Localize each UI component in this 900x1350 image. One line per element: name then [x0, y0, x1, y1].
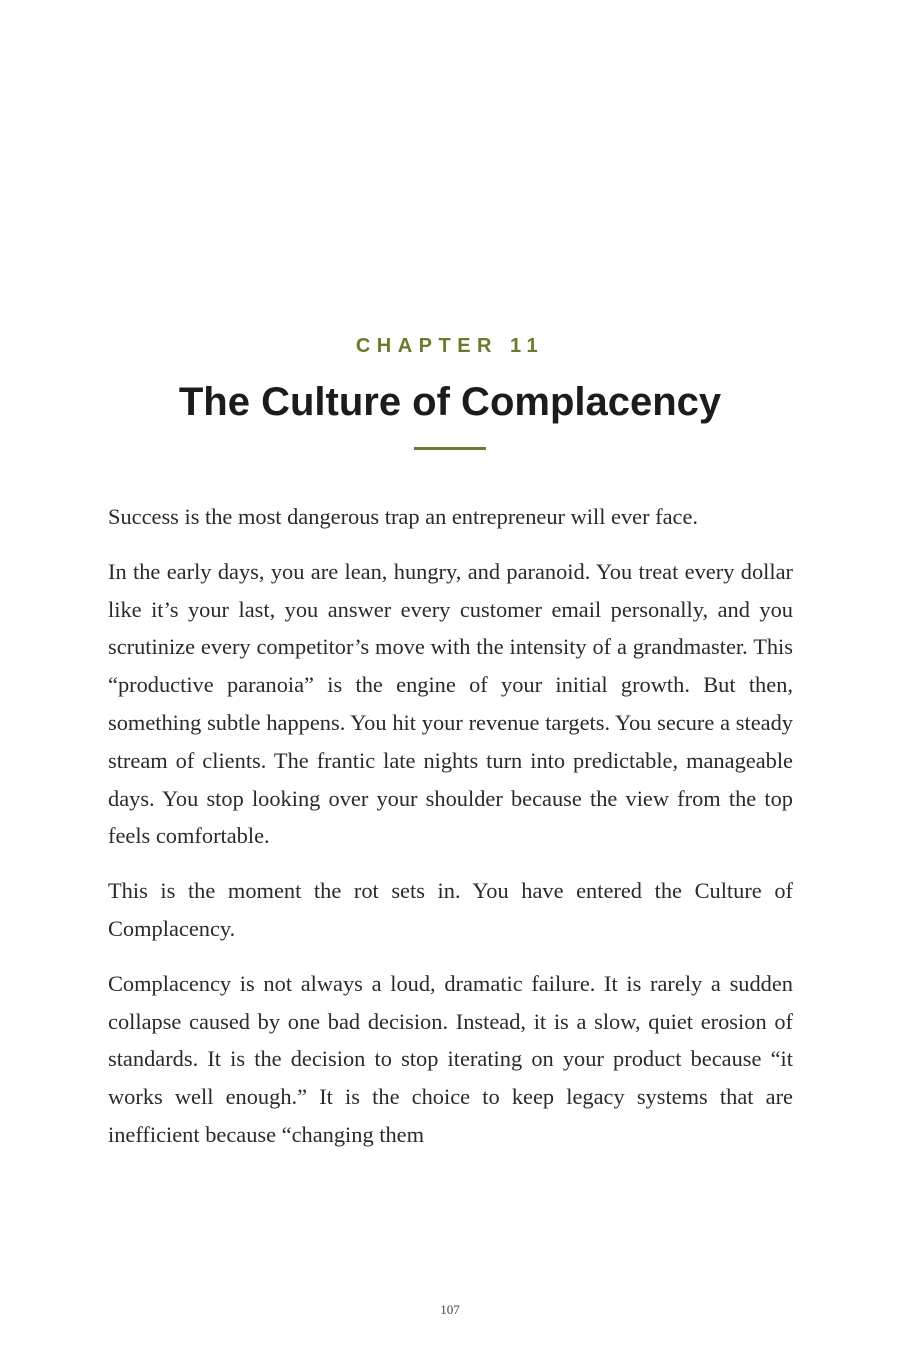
title-divider: [414, 447, 486, 450]
page-number: 107: [440, 1302, 460, 1317]
chapter-number-label: CHAPTER 11: [355, 335, 545, 357]
paragraph: This is the moment the rot sets in. You have entered the Culture of Complacency.: [108, 878, 793, 941]
paragraph: Success is the most dangerous trap an entrepreneur will ever face.: [108, 504, 699, 529]
paragraph: Complacency is not always a loud, dramatic failure. It is rarely a sudden collapse caused by one bad decision. Instead, it is a slow, quiet erosion of standards. It is the decision to stop iterating on your product because “it works well enough.” It is the choice to keep legacy systems that are inefficient because “changing them: [108, 970, 793, 1147]
paragraph: In the early days, you are lean, hungry, and paranoid. You treat every dollar like it’s your last, you answer every customer email personally, and you scrutinize every competitor’s move with the intensity of a grandmaster. This “productive paranoia” is the engine of your initial growth. But then, something subtle happens. You hit your revenue targets. You secure a steady stream of clients. The frantic late nights turn into predictable, manageable days. You stop looking over your shoulder because the view from the top feels comfortable.: [108, 558, 793, 849]
chapter-body: [108, 498, 793, 1171]
chapter-title: The Culture of Complacency: [178, 380, 722, 424]
